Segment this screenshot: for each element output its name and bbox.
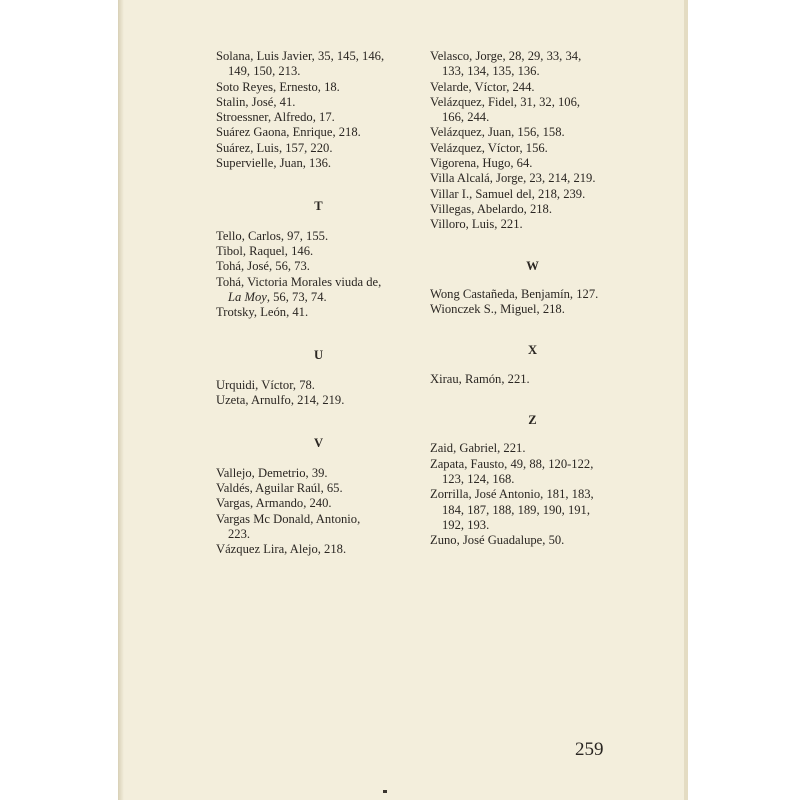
section-letter-t: T (314, 199, 323, 214)
index-entry: Zaid, Gabriel, 221. (430, 441, 526, 456)
index-entry: Velarde, Víctor, 244. (430, 79, 535, 94)
index-column-left (216, 49, 421, 557)
index-entry: Zuno, José Guadalupe, 50. (430, 533, 565, 548)
index-entry: Stroessner, Alfredo, 17. (216, 110, 335, 125)
index-entry: Villa Alcalá, Jorge, 23, 214, 219. (430, 171, 596, 186)
index-entry: Xirau, Ramón, 221. (430, 371, 530, 386)
index-entry: Vargas Mc Donald, Antonio, 223. (216, 511, 361, 541)
index-entry: Soto Reyes, Ernesto, 18. (216, 79, 340, 94)
index-entry: Suárez, Luis, 157, 220. (216, 140, 333, 155)
page-edge (684, 0, 688, 800)
section-letter-u: U (313, 348, 324, 363)
index-entry: Velázquez, Víctor, 156. (430, 140, 548, 155)
print-mark (383, 790, 387, 793)
section-letter-z: Z (528, 413, 537, 428)
section-letter-v: V (313, 436, 324, 451)
index-entry: Stalin, José, 41. (216, 94, 296, 109)
index-entry: Villegas, Abelardo, 218. (430, 201, 553, 216)
section-letter-x: X (527, 343, 538, 358)
index-entry: Uzeta, Arnulfo, 214, 219. (216, 393, 345, 408)
index-entry: Zorrilla, José Antonio, 181, 183, 184, 187, 188, 189, 190, 191, 192, 193. (430, 487, 594, 532)
index-entry: Supervielle, Juan, 136. (216, 156, 332, 171)
index-entry: Villar I., Samuel del, 218, 239. (430, 186, 586, 201)
index-entry: Velázquez, Fidel, 31, 32, 106, 166, 244. (430, 94, 581, 125)
section-letter-w: W (526, 258, 539, 273)
index-entry: Tohá, José, 56, 73. (216, 259, 310, 274)
index-entry: Tohá, Victoria Morales viuda de, La Moy, 56, 73, 74. (216, 274, 382, 304)
index-entry: Vargas, Armando, 240. (216, 496, 332, 511)
index-entry: Valdés, Aguilar Raúl, 65. (216, 480, 343, 495)
index-entry: Velasco, Jorge, 28, 29, 33, 34, 133, 134, 135, 136. (430, 49, 582, 79)
index-entry: Trotsky, León, 41. (216, 305, 309, 320)
index-entry: Zapata, Fausto, 49, 88, 120-122, 123, 124, 168. (430, 456, 594, 486)
index-entry: Urquidi, Víctor, 78. (216, 377, 315, 392)
index-entry: Vallejo, Demetrio, 39. (216, 465, 328, 480)
index-column-right (430, 49, 635, 548)
index-entry: Wong Castañeda, Benjamín, 127. (430, 286, 599, 301)
index-entry: Vázquez Lira, Alejo, 218. (216, 542, 347, 557)
index-entry: Velázquez, Juan, 156, 158. (430, 125, 565, 140)
page-gutter-shadow (118, 0, 124, 800)
index-entry: Solana, Luis Javier, 35, 145, 146, 149, 150, 213. (216, 49, 385, 79)
page-number: 259 (575, 739, 604, 760)
index-entry: Suárez Gaona, Enrique, 218. (216, 125, 361, 140)
index-entry: Vigorena, Hugo, 64. (430, 156, 533, 171)
index-entry: Tibol, Raquel, 146. (216, 243, 314, 258)
index-entry: Wionczek S., Miguel, 218. (430, 302, 565, 317)
index-entry: Tello, Carlos, 97, 155. (216, 228, 329, 243)
index-entry: Villoro, Luis, 221. (430, 217, 523, 232)
